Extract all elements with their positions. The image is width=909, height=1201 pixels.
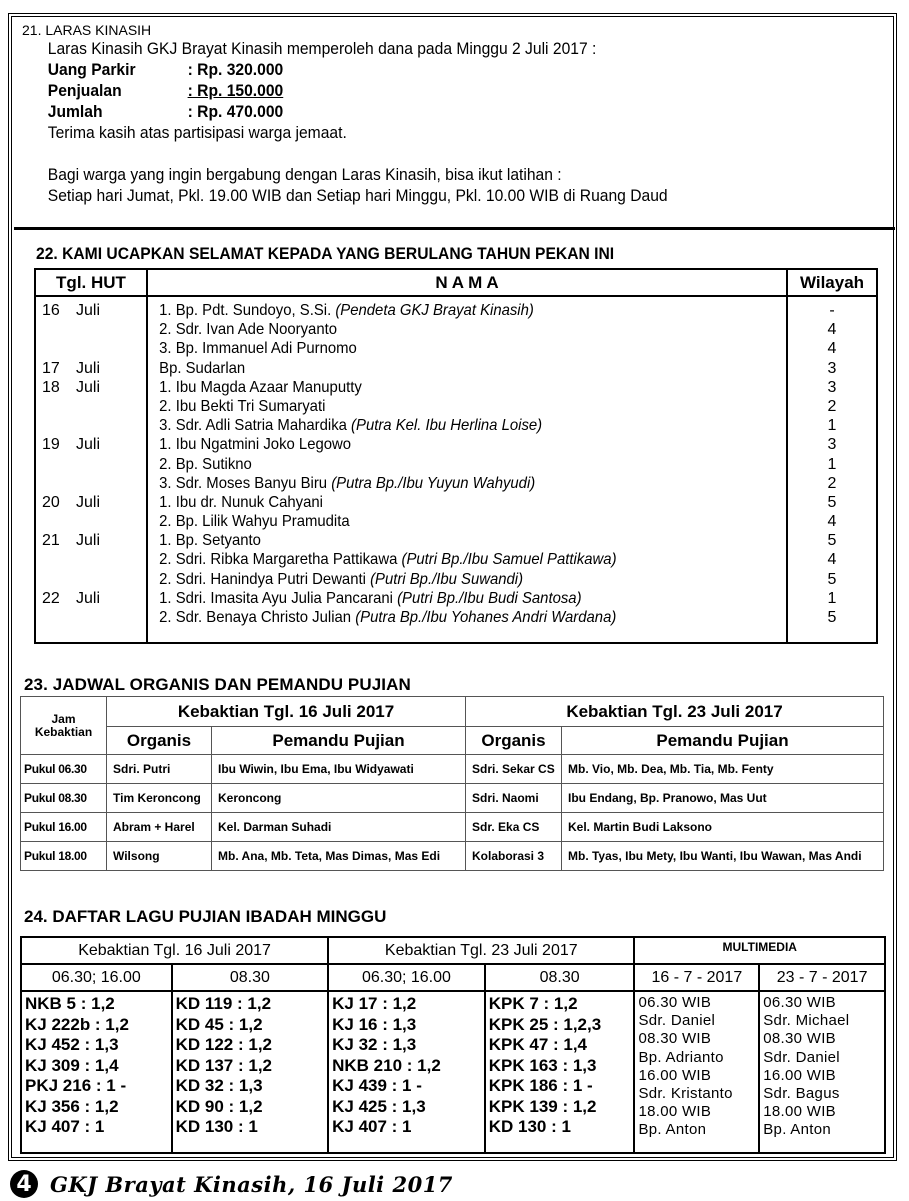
day — [42, 320, 76, 339]
birthday-date — [36, 608, 146, 627]
organist-table — [20, 696, 884, 871]
table-header — [36, 270, 876, 297]
song-item: PKJ 216 : 1 - — [25, 1076, 127, 1095]
leader-cell: Mb. Tyas, Ibu Mety, Ibu Wanti, Ibu Wawan, Mas Andi — [562, 842, 884, 871]
birthday-date — [36, 531, 146, 550]
section-title-birthdays: 22. KAMI UCAPKAN SELAMAT KEPADA YANG BERULANG TAHUN PEKAN INI — [36, 244, 615, 263]
section-title: 21. LARAS KINASIH — [22, 22, 152, 38]
birthday-name — [148, 339, 741, 358]
region-value: 1 — [827, 455, 837, 473]
person-note: (Pendeta GKJ Brayat Kinasih) — [335, 302, 534, 319]
day: 20 — [42, 493, 60, 511]
song-item: KJ 407 : 1 — [332, 1117, 412, 1136]
subheader: 08.30 — [172, 964, 329, 991]
birthday-date — [36, 512, 146, 531]
person-note: (Putra Kel. Ibu Herlina Loise) — [351, 417, 543, 435]
header-organist-2: Organis — [466, 727, 562, 755]
birthday-name — [148, 416, 741, 435]
multimedia-item: Sdr. Kristanto — [638, 1085, 733, 1103]
person-name: 1. Ibu Magda Azaar Manuputty — [159, 378, 362, 396]
header-leader-2: Pemandu Pujian — [562, 727, 884, 755]
day — [42, 397, 76, 416]
birthday-name — [148, 474, 741, 493]
fund-value: : Rp. 470.000 — [187, 102, 284, 121]
day — [42, 339, 76, 358]
multimedia-item: 06.30 WIB — [763, 994, 836, 1011]
song-list — [21, 991, 172, 1153]
birthday-date — [36, 474, 146, 493]
region-value: 5 — [827, 532, 837, 550]
region-value: - — [829, 302, 835, 319]
organist-cell: Kolaborasi 3 — [466, 842, 562, 871]
multimedia-item: Sdr. Daniel — [763, 1048, 840, 1066]
birthday-date — [36, 416, 146, 435]
birthday-name — [148, 531, 741, 550]
subheader: 16 - 7 - 2017 — [634, 964, 759, 991]
fund-label: Penjualan — [47, 81, 122, 100]
song-item: KJ 17 : 1,2 — [332, 994, 417, 1013]
person-name: 1. Ibu dr. Nunuk Cahyani — [159, 493, 323, 511]
header-region: Wilayah — [799, 272, 865, 292]
leader-cell: Keroncong — [212, 784, 466, 813]
person-note: (Putra Bp./Ibu Yuyun Wahyudi) — [331, 474, 536, 492]
subheader: 06.30; 16.00 — [328, 964, 485, 991]
month: Juli — [76, 378, 101, 396]
multimedia-item: Bp. Anton — [763, 1121, 832, 1139]
header-jam — [21, 697, 107, 755]
day — [42, 608, 76, 627]
region-value: 3 — [827, 378, 837, 396]
song-item: KJ 452 : 1,3 — [25, 1035, 119, 1054]
day: 19 — [42, 436, 60, 454]
organist-cell: Wilsong — [107, 842, 212, 871]
birthday-date — [36, 435, 146, 454]
organist-cell: Sdri. Putri — [107, 755, 212, 784]
service-time: Pukul 16.00 — [21, 813, 107, 842]
region-value: 1 — [827, 417, 837, 435]
song-item: KD 45 : 1,2 — [175, 1014, 263, 1034]
region-value: 3 — [827, 359, 837, 377]
region-value: 5 — [827, 609, 837, 626]
leader-cell: Ibu Wiwin, Ibu Ema, Ibu Widyawati — [212, 755, 466, 784]
song-item: KPK 47 : 1,4 — [488, 1035, 588, 1054]
day: 18 — [42, 378, 60, 396]
birthday-date — [36, 397, 146, 416]
table-row — [21, 755, 884, 784]
table-row — [21, 813, 884, 842]
person-name: 1. Bp. Setyanto — [159, 532, 261, 550]
service-time: Pukul 18.00 — [21, 842, 107, 871]
song-item: KJ 356 : 1,2 — [25, 1096, 119, 1116]
region-value: 1 — [827, 589, 837, 607]
region-value: 4 — [827, 513, 837, 531]
person-name: 1. Bp. Pdt. Sundoyo, S.Si. — [159, 302, 332, 319]
birthday-name — [148, 608, 741, 627]
table-row — [21, 784, 884, 813]
multimedia-item: Sdr. Michael — [763, 1012, 850, 1030]
day — [42, 570, 76, 589]
region-value: 3 — [827, 436, 837, 454]
song-item: KD 130 : 1 — [175, 1117, 258, 1136]
person-name: 3. Sdr. Adli Satria Mahardika — [159, 417, 347, 435]
person-name: 2. Ibu Bekti Tri Sumaryati — [159, 397, 326, 415]
month: Juli — [76, 493, 101, 511]
multimedia-item: Bp. Adrianto — [638, 1048, 724, 1066]
region-value: 4 — [827, 340, 837, 358]
day — [42, 512, 76, 531]
person-name: 3. Sdr. Moses Banyu Biru — [159, 474, 328, 492]
subheader: 06.30; 16.00 — [21, 964, 172, 991]
header-name: N A M A — [148, 270, 788, 295]
birthday-date — [36, 550, 146, 569]
birthday-name — [148, 378, 741, 397]
subheader: 08.30 — [485, 964, 635, 991]
birthday-name — [148, 455, 741, 474]
birthday-date — [36, 455, 146, 474]
person-name: 2. Sdr. Benaya Christo Julian — [159, 609, 352, 626]
person-name: 2. Sdri. Ribka Margaretha Pattikawa — [159, 551, 398, 569]
header-leader-1: Pemandu Pujian — [212, 727, 466, 755]
page-number-badge: 4 — [10, 1170, 38, 1198]
birthday-name — [148, 359, 741, 378]
birthday-date — [36, 320, 146, 339]
multimedia-item: 16.00 WIB — [638, 1066, 712, 1084]
multimedia-item: 18.00 WIB — [638, 1103, 712, 1121]
header-service-2: Kebaktian Tgl. 23 Juli 2017 — [466, 697, 884, 727]
multimedia-item: 06.30 WIB — [638, 994, 712, 1011]
join-text: Bagi warga yang ingin bergabung dengan Laras Kinasih, bisa ikut latihan : — [47, 165, 562, 184]
birthday-date — [36, 339, 146, 358]
birthday-name — [148, 512, 741, 531]
footer-text: GKJ Brayat Kinasih, 16 Juli 2017 — [50, 1171, 453, 1197]
song-item: KJ 16 : 1,3 — [332, 1014, 417, 1034]
multimedia-item: 08.30 WIB — [763, 1030, 836, 1048]
song-item: KD 137 : 1,2 — [175, 1055, 273, 1075]
person-name: 1. Ibu Ngatmini Joko Legowo — [159, 436, 352, 454]
fund-label: Jumlah — [47, 102, 103, 121]
birthday-name — [148, 435, 741, 454]
region-value: 5 — [827, 570, 837, 588]
song-list — [328, 991, 485, 1153]
multimedia-item: 08.30 WIB — [638, 1030, 712, 1048]
organist-cell: Tim Keroncong — [107, 784, 212, 813]
song-item: KJ 222b : 1,2 — [25, 1014, 129, 1034]
multimedia-item: Sdr. Bagus — [763, 1085, 840, 1103]
leader-cell: Ibu Endang, Bp. Pranowo, Mas Uut — [562, 784, 884, 813]
month: Juli — [76, 436, 101, 454]
day — [42, 550, 76, 569]
header-service-2: Kebaktian Tgl. 23 Juli 2017 — [328, 937, 634, 964]
section-divider — [14, 227, 895, 230]
song-item: KJ 32 : 1,3 — [332, 1035, 417, 1054]
day: 21 — [42, 532, 60, 550]
fund-label: Uang Parkir — [47, 60, 136, 79]
organist-cell: Sdr. Eka CS — [466, 813, 562, 842]
person-name: 2. Sdr. Ivan Ade Nooryanto — [159, 321, 338, 339]
section-title-songs: 24. DAFTAR LAGU PUJIAN IBADAH MINGGU — [24, 907, 387, 926]
song-list — [172, 991, 329, 1153]
birthday-name — [148, 301, 741, 320]
song-item: NKB 210 : 1,2 — [332, 1055, 441, 1075]
birthday-name — [148, 397, 741, 416]
day: 22 — [42, 589, 60, 607]
page-footer — [10, 1170, 453, 1198]
song-item: KPK 25 : 1,2,3 — [488, 1014, 602, 1034]
fund-row — [48, 59, 823, 80]
person-name: 2. Sdri. Hanindya Putri Dewanti — [159, 570, 366, 588]
song-item: KJ 425 : 1,3 — [332, 1096, 426, 1116]
song-item: NKB 5 : 1,2 — [25, 994, 115, 1013]
song-item: KD 130 : 1 — [488, 1117, 571, 1136]
birthday-name — [148, 550, 741, 569]
birthday-date — [36, 378, 146, 397]
subheader: 23 - 7 - 2017 — [759, 964, 885, 991]
birthday-name — [148, 493, 741, 512]
person-name: 1. Sdri. Imasita Ayu Julia Pancarani — [159, 589, 393, 607]
song-item: KD 32 : 1,3 — [175, 1076, 263, 1095]
fund-value: : Rp. 150.000 — [187, 81, 284, 100]
organist-cell: Abram + Harel — [107, 813, 212, 842]
song-item: KPK 163 : 1,3 — [488, 1055, 597, 1075]
service-time: Pukul 08.30 — [21, 784, 107, 813]
multimedia-list — [634, 991, 759, 1153]
person-name: 3. Bp. Immanuel Adi Purnomo — [159, 340, 357, 358]
fund-value: : Rp. 320.000 — [187, 60, 284, 79]
day: 16 — [42, 302, 60, 319]
song-table — [20, 936, 886, 1154]
jam-label: Jam — [51, 711, 76, 726]
birthday-date — [36, 493, 146, 512]
fund-row — [48, 80, 823, 101]
person-name: Bp. Sudarlan — [159, 359, 246, 377]
month: Juli — [76, 302, 101, 319]
header-organist-1: Organis — [107, 727, 212, 755]
organist-cell: Sdri. Naomi — [466, 784, 562, 813]
day — [42, 416, 76, 435]
birthday-date — [36, 570, 146, 589]
region-value: 5 — [827, 493, 837, 511]
header-service-1: Kebaktian Tgl. 16 Juli 2017 — [107, 697, 466, 727]
song-item: KPK 186 : 1 - — [488, 1076, 593, 1095]
fund-total-row — [48, 101, 823, 122]
region-value: 4 — [827, 551, 837, 569]
header-service-1: Kebaktian Tgl. 16 Juli 2017 — [21, 937, 328, 964]
day: 17 — [42, 359, 60, 377]
song-item: KD 122 : 1,2 — [175, 1035, 273, 1054]
multimedia-item: 18.00 WIB — [763, 1103, 836, 1121]
date-column — [36, 297, 148, 642]
birthday-name — [148, 589, 741, 608]
birthday-name — [148, 570, 741, 589]
person-note: (Putri Bp./Ibu Suwandi) — [370, 570, 524, 588]
section-laras-kinasih — [22, 22, 892, 206]
birthday-name — [148, 320, 741, 339]
song-item: KJ 309 : 1,4 — [25, 1055, 119, 1075]
person-note: (Putri Bp./Ibu Budi Santosa) — [397, 589, 582, 607]
section-title-organist: 23. JADWAL ORGANIS DAN PEMANDU PUJIAN — [24, 675, 411, 694]
multimedia-item: 16.00 WIB — [763, 1066, 836, 1084]
day — [42, 455, 76, 474]
intro-text: Laras Kinasih GKJ Brayat Kinasih memperoleh dana pada Minggu 2 Juli 2017 : — [47, 39, 597, 58]
name-column — [148, 297, 788, 642]
song-item: KPK 139 : 1,2 — [488, 1096, 597, 1116]
birthday-date — [36, 359, 146, 378]
schedule-text: Setiap hari Jumat, Pkl. 19.00 WIB dan Setiap hari Minggu, Pkl. 10.00 WIB di Ruang Daud — [47, 186, 668, 205]
month: Juli — [76, 589, 101, 607]
person-name: 2. Bp. Lilik Wahyu Pramudita — [159, 513, 350, 531]
kebaktian-label: Kebaktian — [34, 724, 93, 739]
thanks-text: Terima kasih atas partisipasi warga jemaat. — [47, 123, 347, 142]
song-item: KJ 439 : 1 - — [332, 1076, 422, 1095]
birthday-table — [34, 268, 878, 644]
table-row — [21, 842, 884, 871]
day — [42, 474, 76, 493]
song-list — [485, 991, 635, 1153]
header-multimedia: MULTIMEDIA — [634, 937, 885, 964]
leader-cell: Kel. Darman Suhadi — [212, 813, 466, 842]
song-item: KD 119 : 1,2 — [175, 994, 272, 1013]
region-column — [788, 297, 876, 642]
multimedia-item: Sdr. Daniel — [638, 1012, 716, 1030]
multimedia-list — [759, 991, 885, 1153]
month: Juli — [76, 532, 101, 550]
month: Juli — [76, 359, 101, 377]
region-value: 2 — [827, 474, 837, 492]
person-note: (Putri Bp./Ibu Samuel Pattikawa) — [401, 551, 617, 569]
song-item: KJ 407 : 1 — [25, 1117, 105, 1136]
leader-cell: Kel. Martin Budi Laksono — [562, 813, 884, 842]
region-value: 4 — [827, 321, 837, 339]
person-note: (Putra Bp./Ibu Yohanes Andri Wardana) — [355, 609, 617, 626]
organist-cell: Sdri. Sekar CS — [466, 755, 562, 784]
birthday-date — [36, 589, 146, 608]
header-date: Tgl. HUT — [36, 270, 148, 295]
leader-cell: Mb. Ana, Mb. Teta, Mas Dimas, Mas Edi — [212, 842, 466, 871]
multimedia-item: Bp. Anton — [638, 1121, 707, 1139]
region-value: 2 — [827, 397, 837, 415]
person-name: 2. Bp. Sutikno — [159, 455, 252, 473]
birthday-date — [36, 301, 146, 320]
service-time: Pukul 06.30 — [21, 755, 107, 784]
song-item: KD 90 : 1,2 — [175, 1096, 263, 1116]
song-item: KPK 7 : 1,2 — [488, 994, 578, 1013]
leader-cell: Mb. Vio, Mb. Dea, Mb. Tia, Mb. Fenty — [562, 755, 884, 784]
